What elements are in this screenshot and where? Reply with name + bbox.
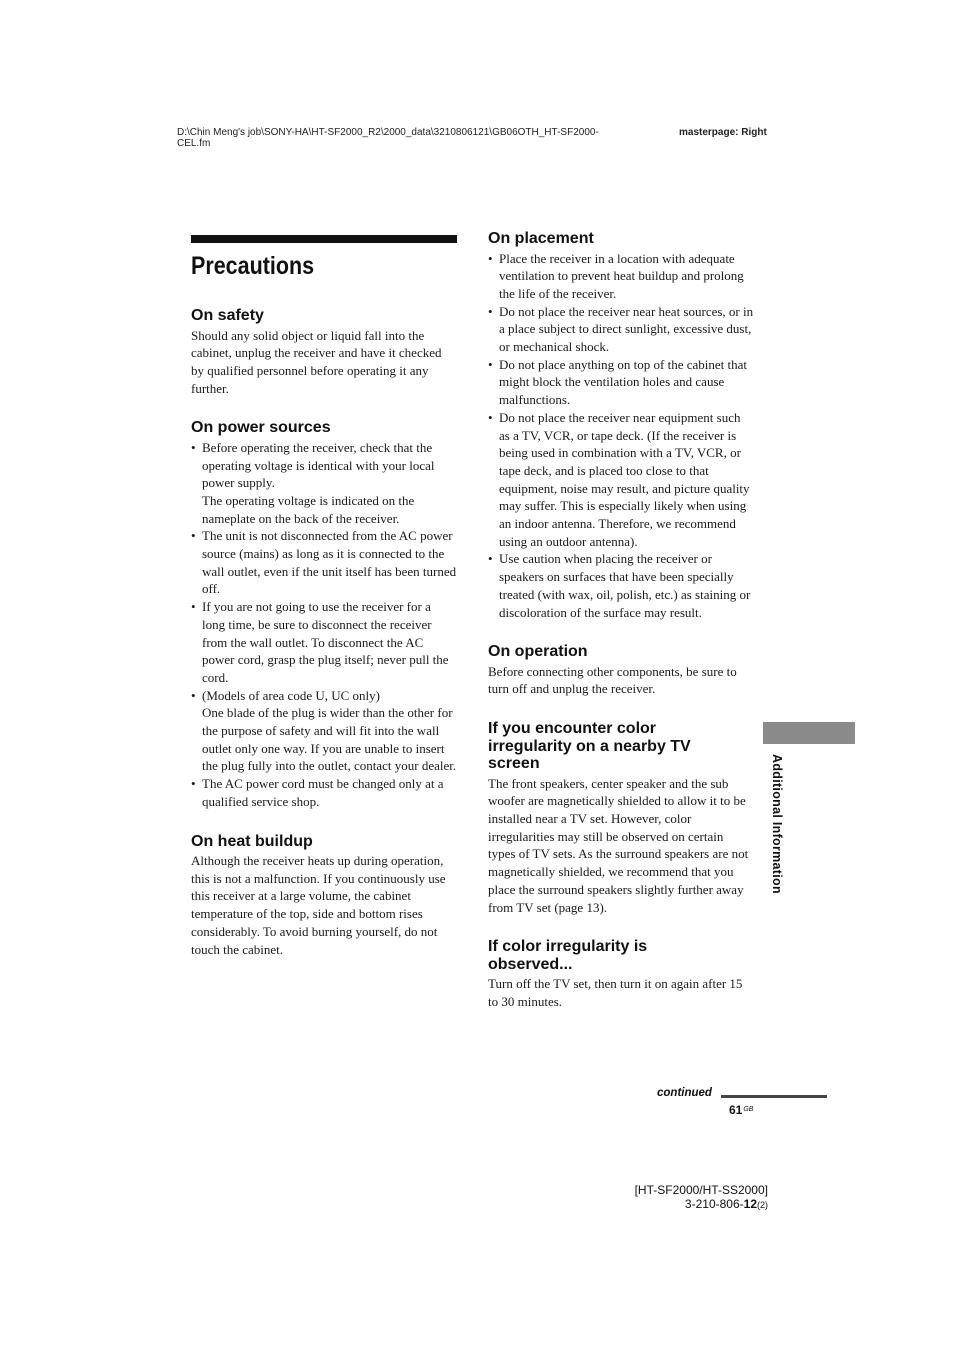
bullet-list bbox=[488, 250, 754, 622]
section-text: Although the receiver heats up during operation, this is not a malfunction. If you continuously use this receiver at a large volume, the cabinet temperature of the top, side and bottom rises considerably. To avoid burning yourself, do not touch the cabinet. bbox=[191, 853, 446, 957]
section-heading: On heat buildup bbox=[191, 832, 313, 850]
section-power-sources bbox=[191, 419, 457, 810]
list-item-text: The AC power cord must be changed only at a qualified service shop. bbox=[202, 776, 444, 809]
bullet-list bbox=[191, 439, 457, 811]
list-item-extra: The operating voltage is indicated on the nameplate on the back of the receiver. bbox=[202, 492, 415, 526]
model-code-suffix: (2) bbox=[757, 1200, 768, 1210]
list-item-text: Do not place anything on top of the cabinet that might block the ventilation holes and cause malfunctions. bbox=[499, 356, 748, 408]
list-item-text: Place the receiver in a location with adequate ventilation to prevent heat buildup and prolong the life of the receiver. bbox=[499, 250, 744, 301]
section-heat-buildup bbox=[191, 833, 457, 959]
list-item bbox=[191, 527, 457, 598]
section-color-irregularity bbox=[488, 720, 754, 916]
model-info bbox=[600, 1183, 768, 1212]
list-item bbox=[191, 775, 457, 810]
left-column bbox=[191, 235, 457, 958]
section-placement bbox=[488, 230, 754, 621]
model-code bbox=[600, 1197, 768, 1212]
model-code-bold: 12 bbox=[743, 1197, 757, 1211]
list-item bbox=[191, 439, 457, 528]
list-item bbox=[191, 687, 457, 776]
page-number-suffix: GB bbox=[743, 1106, 754, 1113]
list-item bbox=[488, 409, 754, 551]
section-heading: If color irregularity is observed... bbox=[488, 938, 648, 973]
list-item bbox=[191, 598, 457, 687]
page-number-value: 61 bbox=[729, 1103, 743, 1117]
list-item-text: The unit is not disconnected from the AC power source (mains) as long as it is connected to the wall outlet, even if the unit itself has been turned off. bbox=[202, 528, 457, 597]
section-heading: On operation bbox=[488, 643, 588, 661]
model-code-prefix: 3-210-806- bbox=[684, 1197, 744, 1211]
file-path-line1: D:\Chin Meng's job\SONY-HA\HT-SF2000_R2\2000_data\3210806121\GB06OTH_HT-SF2000- bbox=[177, 127, 599, 138]
list-item-text: Use caution when placing the receiver or speakers on surfaces that have been specially treated (with wax, oil, polish, etc.) as staining or discoloration of the surface may result. bbox=[499, 551, 751, 620]
section-heading: On power sources bbox=[191, 419, 331, 437]
list-item-text: If you are not going to use the receiver for a long time, be sure to disconnect the receiver from the wall outlet. To disconnect the AC power cord, grasp the plug itself; never pull the cord. bbox=[202, 599, 449, 685]
bullet-icon: • bbox=[488, 303, 493, 319]
bullet-icon: • bbox=[191, 439, 196, 455]
section-text: Turn off the TV set, then turn it on again after 15 to 30 minutes. bbox=[488, 976, 743, 1009]
section-heading: On safety bbox=[191, 307, 264, 324]
side-tab-marker bbox=[763, 722, 855, 744]
title-rule bbox=[191, 235, 457, 243]
bullet-icon: • bbox=[191, 776, 196, 792]
section-heading: If you encounter color irregularity on a nearby TV screen bbox=[488, 720, 691, 773]
file-path-line2: CEL.fm bbox=[177, 138, 211, 149]
side-tab-label: Additional Information bbox=[770, 754, 784, 894]
list-item-text: (Models of area code U, UC only) bbox=[202, 687, 380, 703]
section-safety bbox=[191, 307, 457, 397]
bullet-icon: • bbox=[191, 528, 196, 544]
bullet-icon: • bbox=[488, 551, 493, 567]
list-item bbox=[488, 303, 754, 356]
model-line: [HT-SF2000/HT-SS2000] bbox=[634, 1183, 768, 1197]
list-item-text: Do not place the receiver near heat sources, or in a place subject to direct sunlight, excessive dust, or mechanical shock. bbox=[499, 303, 754, 355]
section-heading: On placement bbox=[488, 230, 594, 247]
section-operation bbox=[488, 643, 754, 698]
list-item-extra: One blade of the plug is wider than the other for the purpose of safety and will fit into the wall outlet only one way. If you are unable to insert the plug fully into the outlet, contact your dealer. bbox=[202, 705, 457, 774]
continued-label: continued bbox=[657, 1087, 712, 1099]
bullet-icon: • bbox=[191, 687, 196, 703]
section-text: Should any solid object or liquid fall into the cabinet, unplug the receiver and have it checked by qualified personnel before operating it any further. bbox=[191, 327, 442, 396]
page-number bbox=[729, 1103, 753, 1117]
bullet-icon: • bbox=[191, 599, 196, 615]
page-title: Precautions bbox=[191, 252, 315, 280]
list-item-text: Before operating the receiver, check that the operating voltage is identical with your local power supply. bbox=[202, 439, 435, 491]
section-color-observed bbox=[488, 938, 754, 1010]
list-item bbox=[488, 550, 754, 621]
list-item-text: Do not place the receiver near equipment such as a TV, VCR, or tape deck. (If the receiver is being used in combination with a TV, VCR, or tape deck, and is placed too close to that equipment, noise may result, and picture quality may suffer. This is especially likely when using an indoor antenna. Therefore, we recommend using an outdoor antenna). bbox=[499, 409, 750, 549]
right-column bbox=[488, 230, 754, 1011]
list-item bbox=[488, 356, 754, 409]
file-path-header bbox=[177, 127, 657, 149]
bullet-icon: • bbox=[488, 409, 493, 425]
bullet-icon: • bbox=[488, 250, 493, 266]
continued-rule bbox=[721, 1095, 827, 1098]
section-text: The front speakers, center speaker and the sub woofer are magnetically shielded to allow it to be installed near a TV set. However, color irregularities may still be observed on certain types of TV sets. As the surround speakers are not magnetically shielded, we recommend that you place the surround speakers slightly further away from TV set (page 13). bbox=[488, 775, 749, 915]
section-text: Before connecting other components, be sure to turn off and unplug the receiver. bbox=[488, 663, 737, 697]
masterpage-label: masterpage: Right bbox=[679, 127, 767, 138]
list-item bbox=[488, 250, 754, 303]
bullet-icon: • bbox=[488, 356, 493, 372]
